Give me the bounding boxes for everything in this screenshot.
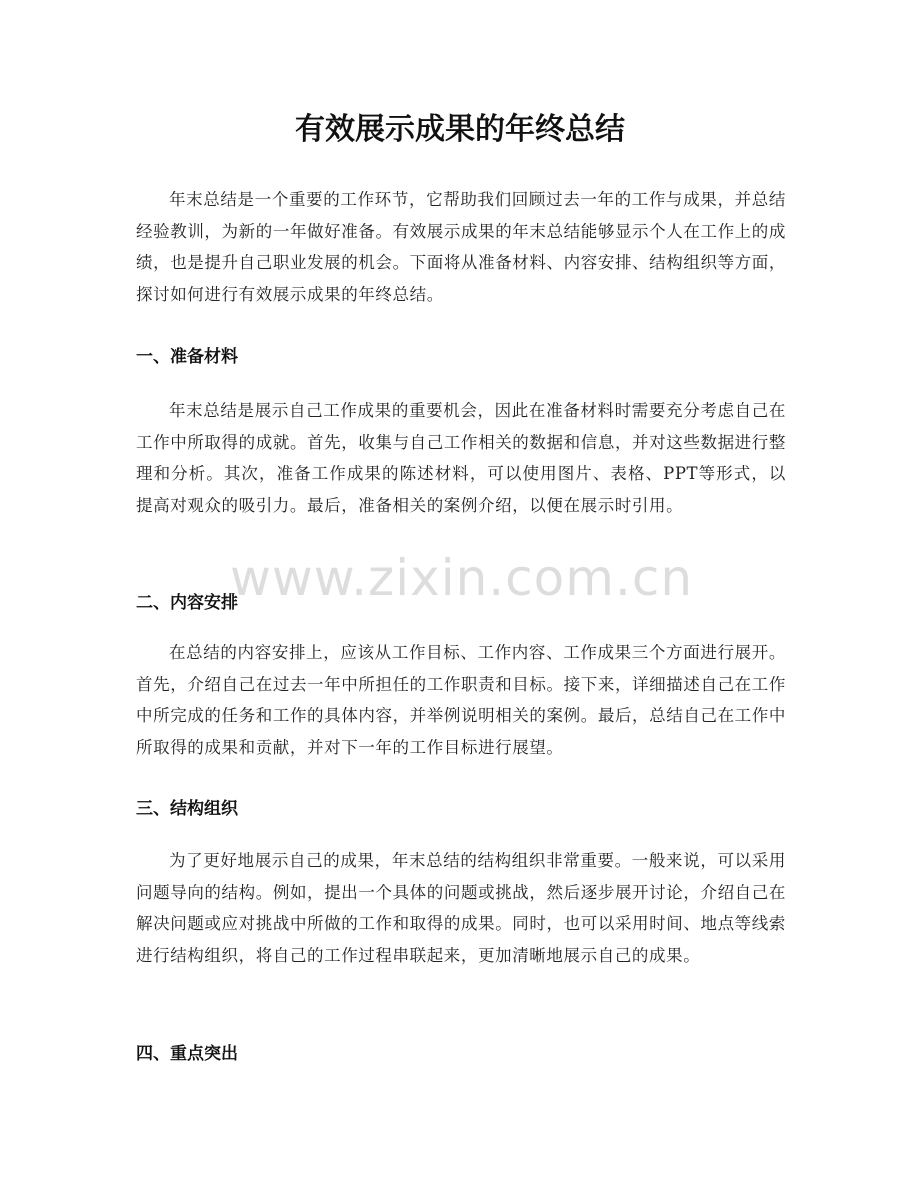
section-heading-structure: 三、结构组织 — [136, 799, 238, 819]
section-heading-content: 二、内容安排 — [136, 593, 238, 613]
section-heading-highlights: 四、重点突出 — [136, 1044, 238, 1064]
section-body-content: 在总结的内容安排上，应该从工作目标、工作内容、工作成果三个方面进行展开。首先，介绍自己在过去一年中所担任的工作职责和目标。接下来，详细描述自己在工作中所完成的任务和工作的具体内容，并举例说明相关的案例。最后，总结自己在工作中所取得的成果和贡献，并对下一年的工作目标进行展望。 — [136, 643, 786, 757]
document-title: 有效展示成果的年终总结 — [295, 112, 625, 147]
intro-paragraph: 年末总结是一个重要的工作环节，它帮助我们回顾过去一年的工作与成果，并总结经验教训，为新的一年做好准备。有效展示成果的年末总结能够显示个人在工作上的成绩，也是提升自己职业发展的机会。下面将从准备材料、内容安排、结构组织等方面，探讨如何进行有效展示成果的年终总结。 — [136, 190, 786, 304]
section-body-structure: 为了更好地展示自己的成果，年末总结的结构组织非常重要。一般来说，可以采用问题导向的结构。例如，提出一个具体的问题或挑战，然后逐步展开讨论，介绍自己在解决问题或应对挑战中所做的工作和取得的成果。同时，也可以采用时间、地点等线索进行结构组织，将自己的工作过程串联起来，更加清晰地展示自己的成果。 — [136, 851, 786, 965]
section-body-materials: 年末总结是展示自己工作成果的重要机会，因此在准备材料时需要充分考虑自己在工作中所取得的成就。首先，收集与自己工作相关的数据和信息，并对这些数据进行整理和分析。其次，准备工作成果的陈述材料，可以使用图片、表格、PPT等形式，以提高对观众的吸引力。最后，准备相关的案例介绍，以便在展示时引用。 — [136, 401, 786, 515]
watermark: www.zixin.com.cn — [230, 549, 694, 607]
section-heading-materials: 一、准备材料 — [136, 347, 238, 367]
